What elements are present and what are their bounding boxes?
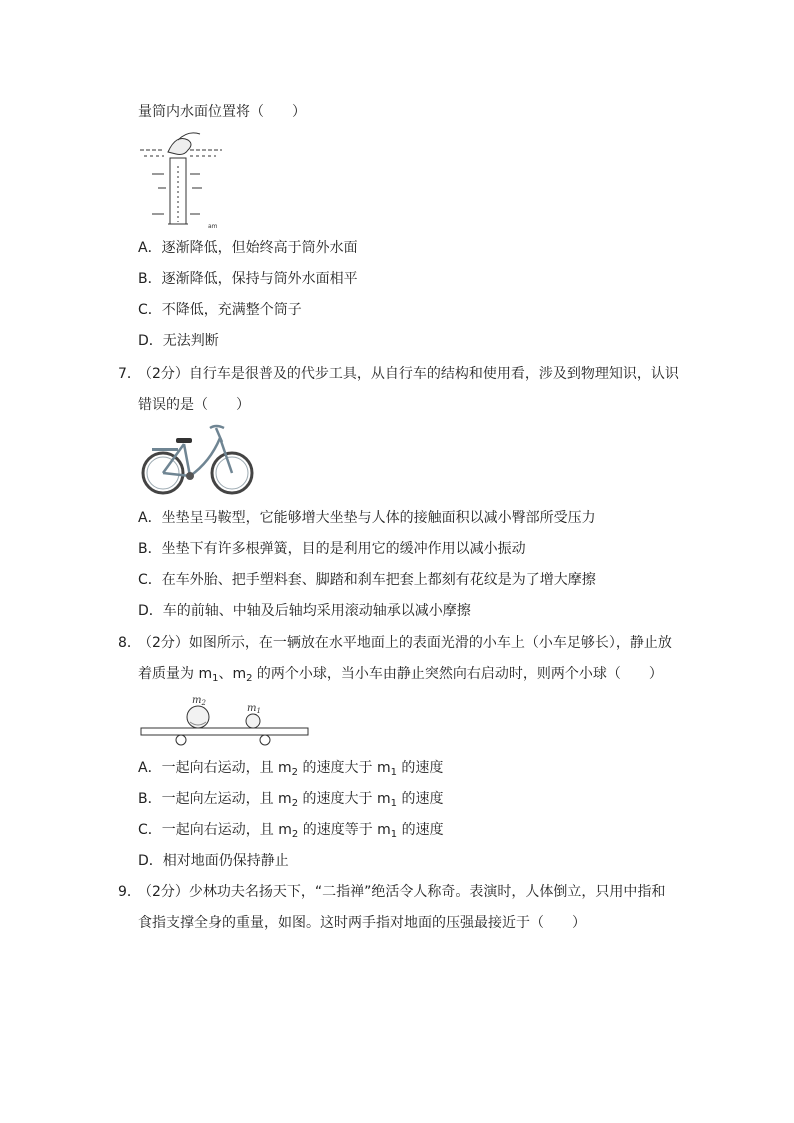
q9-stem-line2: 食指支撑全身的重量，如图。这时两手指对地面的压强最接近于（ ） <box>138 915 586 931</box>
svg-text:m1: $m_1$ <box>247 703 261 715</box>
svg-text:am: am <box>208 223 218 230</box>
q7-stem-line1: （2分）自行车是很普及的代步工具，从自行车的结构和使用看，涉及到物理知识，认识 <box>138 366 679 382</box>
q7-stem-line2: 错误的是（ ） <box>138 397 250 413</box>
q9-number: 9． <box>118 884 141 900</box>
q7-number: 7． <box>118 366 141 382</box>
q8-option-c: C．一起向右运动，且 $m_2$ 的速度等于 $m_1$ 的速度 <box>138 822 444 840</box>
q6-option-b: B．逐渐降低，保持与筒外水面相平 <box>138 271 358 287</box>
q6-option-a: A．逐渐降低，但始终高于筒外水面 <box>138 240 358 256</box>
q6-stem-tail: 量筒内水面位置将（ ） <box>138 104 306 120</box>
q7-option-d: D．车的前轴、中轴及后轴均采用滚动轴承以减小摩擦 <box>138 603 471 619</box>
q8-stem-line2: 着质量为 $m_1$、$m_2$ 的两个小球，当小车由静止突然向右启动时，则两个小球（ ） <box>138 666 663 684</box>
q8-stem-line1: （2分）如图所示，在一辆放在水平地面上的表面光滑的小车上（小车足够长），静止放 <box>138 635 672 651</box>
q6-option-d: D．无法判断 <box>138 333 219 349</box>
q8-option-d: D．相对地面仍保持静止 <box>138 853 289 869</box>
q7-option-c: C．在车外胎、把手塑料套、脚踏和刹车把套上都刻有花纹是为了增大摩擦 <box>138 572 596 588</box>
bicycle-figure <box>140 422 256 498</box>
q9-stem-line1: （2分）少林功夫名扬天下，“二指禅”绝活令人称奇。表演时，人体倒立，只用中指和 <box>138 884 666 900</box>
cylinder-in-water-figure <box>138 130 228 230</box>
cart-with-balls-figure <box>140 692 310 748</box>
q7-option-b: B．坐垫下有许多根弹簧，目的是利用它的缓冲作用以减小振动 <box>138 541 526 557</box>
svg-text:m2: $m_2$ <box>192 695 206 707</box>
q8-number: 8． <box>118 635 141 651</box>
q6-option-c: C．不降低，充满整个筒子 <box>138 302 302 318</box>
q8-option-b: B．一起向左运动，且 $m_2$ 的速度大于 $m_1$ 的速度 <box>138 791 444 809</box>
q8-option-a: A．一起向右运动，且 $m_2$ 的速度大于 $m_1$ 的速度 <box>138 760 444 778</box>
q7-option-a: A．坐垫呈马鞍型，它能够增大坐垫与人体的接触面积以减小臀部所受压力 <box>138 510 596 526</box>
